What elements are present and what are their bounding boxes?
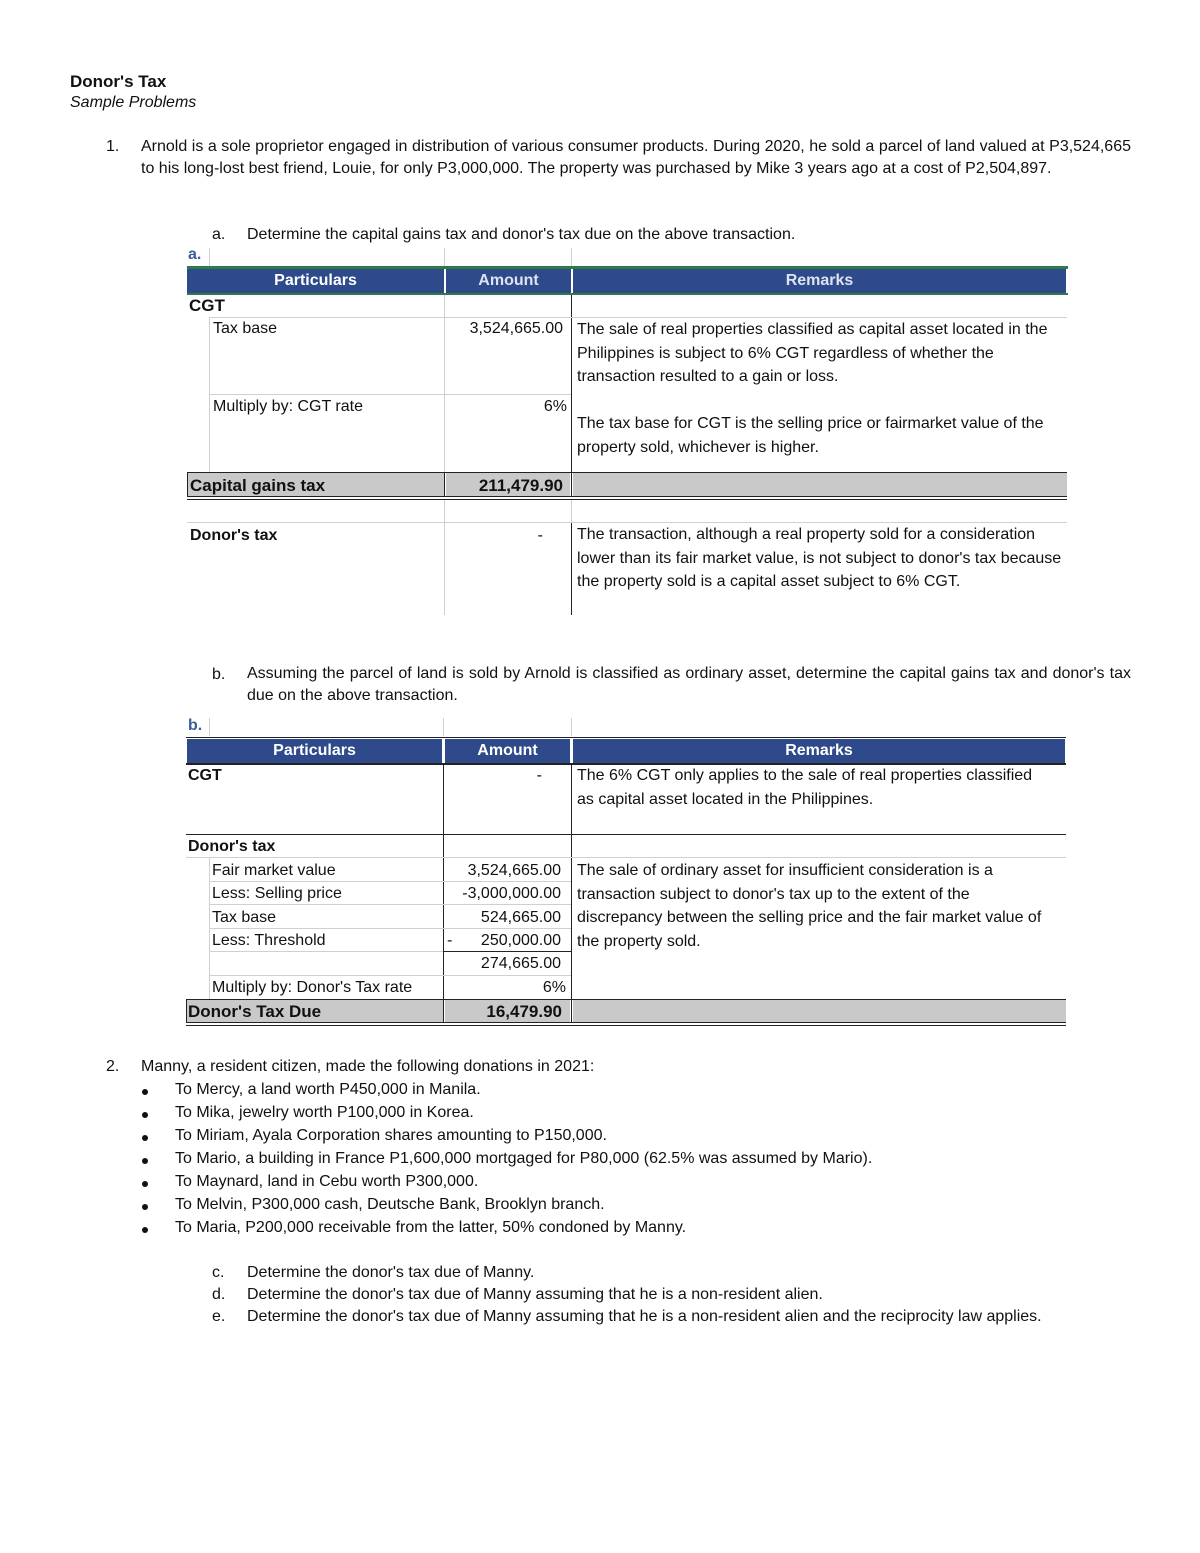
column-header: Amount <box>446 269 571 293</box>
cgt-heading: CGT <box>189 296 225 315</box>
donor-tax-label: Donor's tax <box>190 527 278 544</box>
cgt-remark: The 6% CGT only applies to the sale of real properties classified as capital asset located in the Philippines. <box>577 767 1033 808</box>
problem-text: Manny, a resident citizen, made the following donations in 2021: <box>141 1058 595 1075</box>
list-item: To Mika, jewelry worth P100,000 in Korea. <box>175 1104 474 1121</box>
row-label: Multiply by: Donor's Tax rate <box>212 979 413 996</box>
table-label: b. <box>188 717 203 734</box>
problem-number: 2. <box>106 1058 120 1075</box>
column-header: Remarks <box>573 739 1065 763</box>
donor-tax-remark: The sale of ordinary asset for insufficient consideration is a transaction subject to donor's tax up to the extent of the discrepancy between the selling price and the fair market value of the property sold. <box>577 862 1042 950</box>
row-amount: 524,665.00 <box>480 909 561 926</box>
cgt-amount: - <box>536 767 542 784</box>
row-amount: 250,000.00 <box>480 932 561 949</box>
column-header: Particulars <box>187 269 444 293</box>
donor-tax-amount: - <box>537 527 543 544</box>
row-amount: -3,000,000.00 <box>462 885 561 902</box>
cgt-rate-remark: The tax base for CGT is the selling price or fairmarket value of the property sold, whichever is higher. <box>577 415 1044 456</box>
row-amount: 3,524,665.00 <box>467 862 561 879</box>
problem-number: 1. <box>106 138 120 155</box>
cgt-rate-amount: 6% <box>543 398 567 415</box>
row-label: Fair market value <box>212 862 336 879</box>
list-item: To Maynard, land in Cebu worth P300,000. <box>175 1173 479 1190</box>
list-item: To Mercy, a land worth P450,000 in Manila. <box>175 1081 481 1098</box>
question-text: Determine the capital gains tax and donor's tax due on the above transaction. <box>247 226 796 243</box>
question-text: Determine the donor's tax due of Manny assuming that he is a non-resident alien. <box>247 1286 823 1303</box>
row-amount: 6% <box>542 979 566 996</box>
question-text: Assuming the parcel of land is sold by Arnold is classified as ordinary asset, determine the capital gains tax and donor's tax due on the above transaction. <box>247 665 1131 704</box>
tax-base-amount: 3,524,665.00 <box>469 320 563 337</box>
question-text: Determine the donor's tax due of Manny. <box>247 1264 535 1281</box>
page-title: Donor's Tax <box>70 72 167 91</box>
row-label: Less: Threshold <box>212 932 326 949</box>
list-item: To Melvin, P300,000 cash, Deutsche Bank, Brooklyn branch. <box>175 1196 605 1213</box>
total-amount: 16,479.90 <box>486 1002 562 1021</box>
question-letter: a. <box>212 226 226 243</box>
question-letter: e. <box>212 1308 226 1325</box>
question-text: Determine the donor's tax due of Manny assuming that he is a non-resident alien and the reciprocity law applies. <box>247 1308 1042 1325</box>
page-subtitle: Sample Problems <box>70 94 197 111</box>
cgt-heading: CGT <box>188 767 222 784</box>
list-item: To Miriam, Ayala Corporation shares amounting to P150,000. <box>175 1127 607 1144</box>
list-item: To Maria, P200,000 receivable from the latter, 50% condoned by Manny. <box>175 1219 687 1236</box>
question-letter: c. <box>212 1264 225 1281</box>
question-letter: b. <box>212 666 226 683</box>
tax-base-remark: The sale of real properties classified as capital asset located in the Philippines is subject to 6% CGT regardless of whether the transaction resulted to a gain or loss. <box>577 321 1048 385</box>
column-header: Remarks <box>573 269 1066 293</box>
problem-text: Arnold is a sole proprietor engaged in distribution of various consumer products. During 2020, he sold a parcel of land valued at P3,524,665 to his long-lost best friend, Louie, for only P3,000,000. The property was purchased by Mike 3 years ago at a cost of P2,504,897. <box>141 138 1131 177</box>
row-label: Less: Selling price <box>212 885 342 902</box>
column-header: Amount <box>445 739 570 763</box>
column-header: Particulars <box>187 739 442 763</box>
row-label: Tax base <box>212 909 277 926</box>
list-item: To Mario, a building in France P1,600,000 mortgaged for P80,000 (62.5% was assumed by Mario). <box>175 1150 873 1167</box>
cgt-rate-label: Multiply by: CGT rate <box>213 398 363 415</box>
tax-base-label: Tax base <box>213 320 278 337</box>
question-letter: d. <box>212 1286 226 1303</box>
cgt-total-label: Capital gains tax <box>190 476 326 495</box>
cgt-total-amount: 211,479.90 <box>478 476 563 495</box>
table-label: a. <box>188 246 202 263</box>
donor-tax-remark: The transaction, although a real property sold for a consideration lower than its fair market value, is not subject to donor's tax because the property sold is a capital asset subject to 6% CGT. <box>577 526 1062 590</box>
total-label: Donor's Tax Due <box>188 1002 322 1021</box>
donor-tax-heading: Donor's tax <box>188 838 276 855</box>
row-amount: 274,665.00 <box>480 955 561 972</box>
row-prefix: - <box>447 932 453 949</box>
